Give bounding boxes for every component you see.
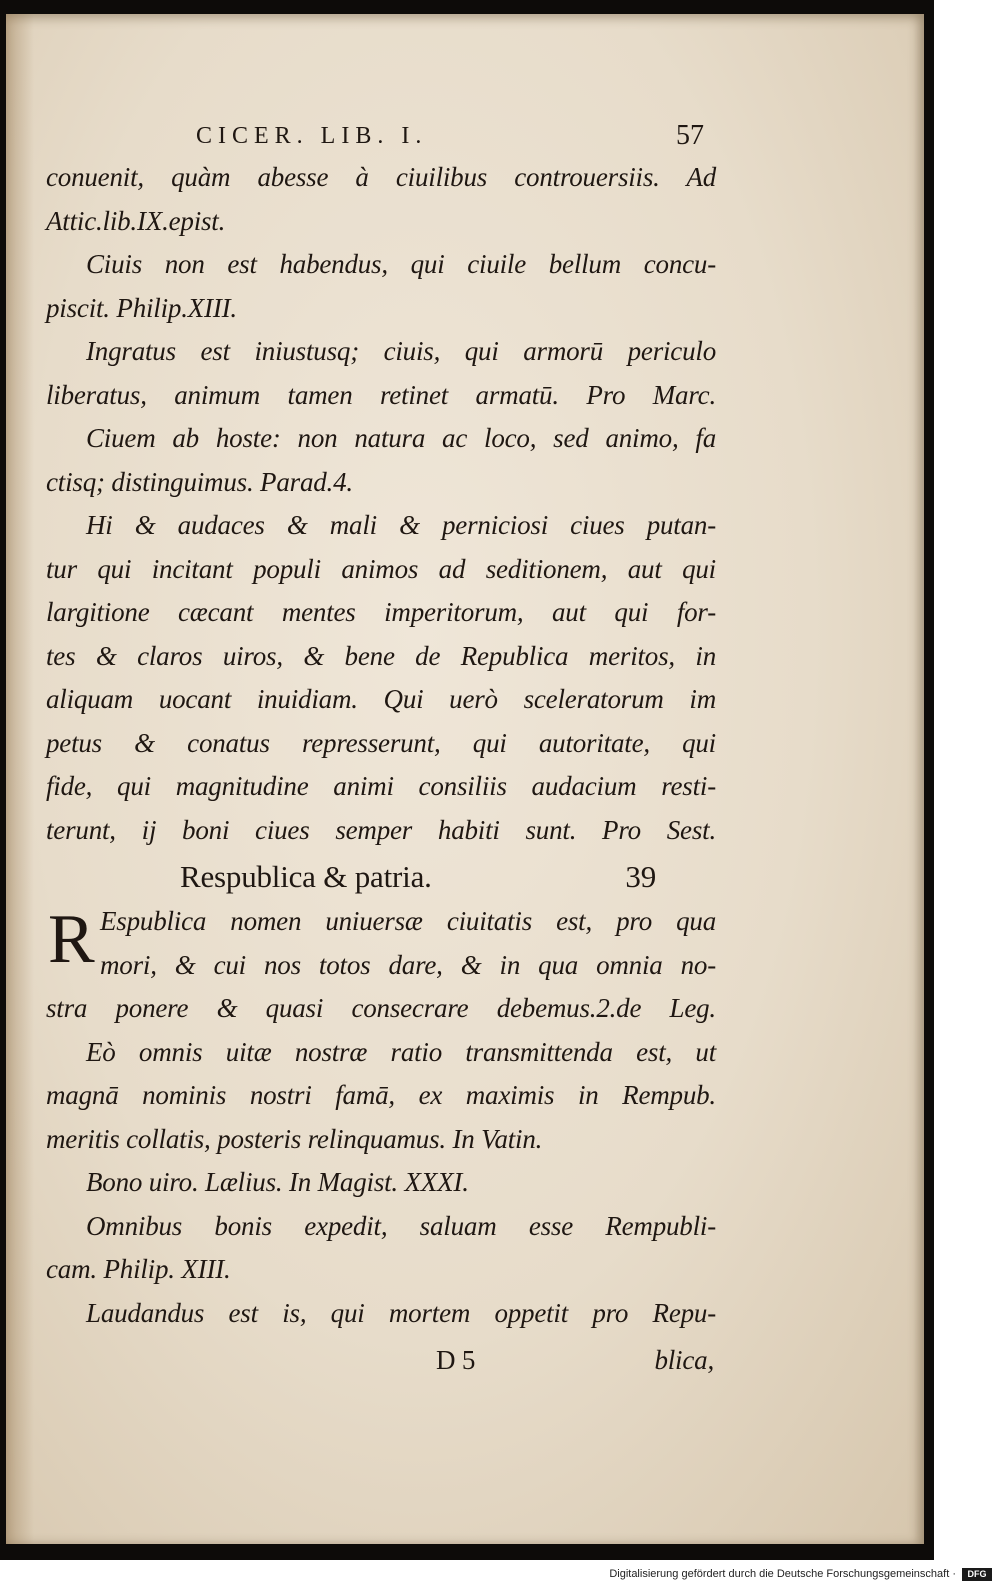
text-line: terunt, ij boni ciues semper habiti sunt. Pro Sest. [46,814,716,845]
text-line: fide, qui magnitudine animi consiliis audacium resti- [46,771,716,801]
dropcap-paragraph [46,900,716,987]
text-line: cam. Philip. XIII. [46,1254,231,1284]
text-line: largitione cæcant mentes imperitorum, aut qui for- [46,597,716,627]
text-line: Omnibus bonis expedit, saluam esse Rempubli- [86,1210,716,1241]
text-line: petus & conatus represserunt, qui autoritate, qui [46,727,716,758]
text-line: tes & claros uiros, & bene de Republica meritos, in [46,640,716,671]
text-line: magnā nominis nostri famā, ex maximis in Rempub. [46,1080,716,1110]
text-line: Ciuem ab hoste: non natura ac loco, sed animo, fa [86,423,716,453]
text-line: ctisq; distinguimus. Parad.4. [46,466,353,497]
text-block [46,114,716,1383]
text-line: conuenit, quàm abesse à ciuilibus controuersiis. Ad [46,162,716,192]
catchword: blica, [654,1345,714,1375]
text-line: stra ponere & quasi consecrare debemus.2.de Leg. [46,993,716,1023]
text-line: Attic.lib.IX.epist. [46,205,226,236]
text-line: Ciuis non est habendus, qui ciuile bellum concu- [86,249,716,279]
text-line: meritis collatis, posteris relinquamus. In Vatin. [46,1123,543,1154]
dfg-logo: DFG [962,1568,992,1581]
text-line: liberatus, animum tamen retinet armatū. Pro Marc. [46,379,716,410]
text-line: mori, & cui nos totos dare, & in qua omnia no- [100,949,716,980]
text-line: Bono uiro. Lælius. In Magist. XXXI. [86,1167,469,1197]
text-line: Laudandus est is, qui mortem oppetit pro Repu- [86,1297,716,1328]
section-title: Respublica & patria. [180,859,432,894]
book-page [6,14,924,1544]
running-header [46,116,716,156]
page-footer [46,1339,716,1383]
running-head: CICER. LIB. I. [196,123,428,149]
page-number: 57 [676,120,704,151]
dropcap-letter: R [48,901,95,978]
text-line: Ingratus est iniustusq; ciuis, qui armorū periculo [86,336,716,366]
section-number: 39 [625,859,656,894]
text-line: Eò omnis uitæ nostræ ratio transmittenda est, ut [86,1036,716,1067]
text-line: tur qui incitant populi animos ad seditionem, aut qui [46,553,716,584]
signature-mark: D 5 [436,1345,476,1375]
page-edge-shadow [6,14,34,1544]
text-line: piscit. Philip.XIII. [46,292,237,323]
text-line: aliquam uocant inuidiam. Qui uerò sceleratorum im [46,684,716,714]
section-heading [46,854,716,900]
text-line: Espublica nomen uniuersæ ciuitatis est, pro qua [100,906,716,936]
text-line: Hi & audaces & mali & perniciosi ciues putan- [86,510,716,540]
digitization-credit: Digitalisierung gefördert durch die Deutsche Forschungsgemeinschaft · [609,1568,956,1580]
